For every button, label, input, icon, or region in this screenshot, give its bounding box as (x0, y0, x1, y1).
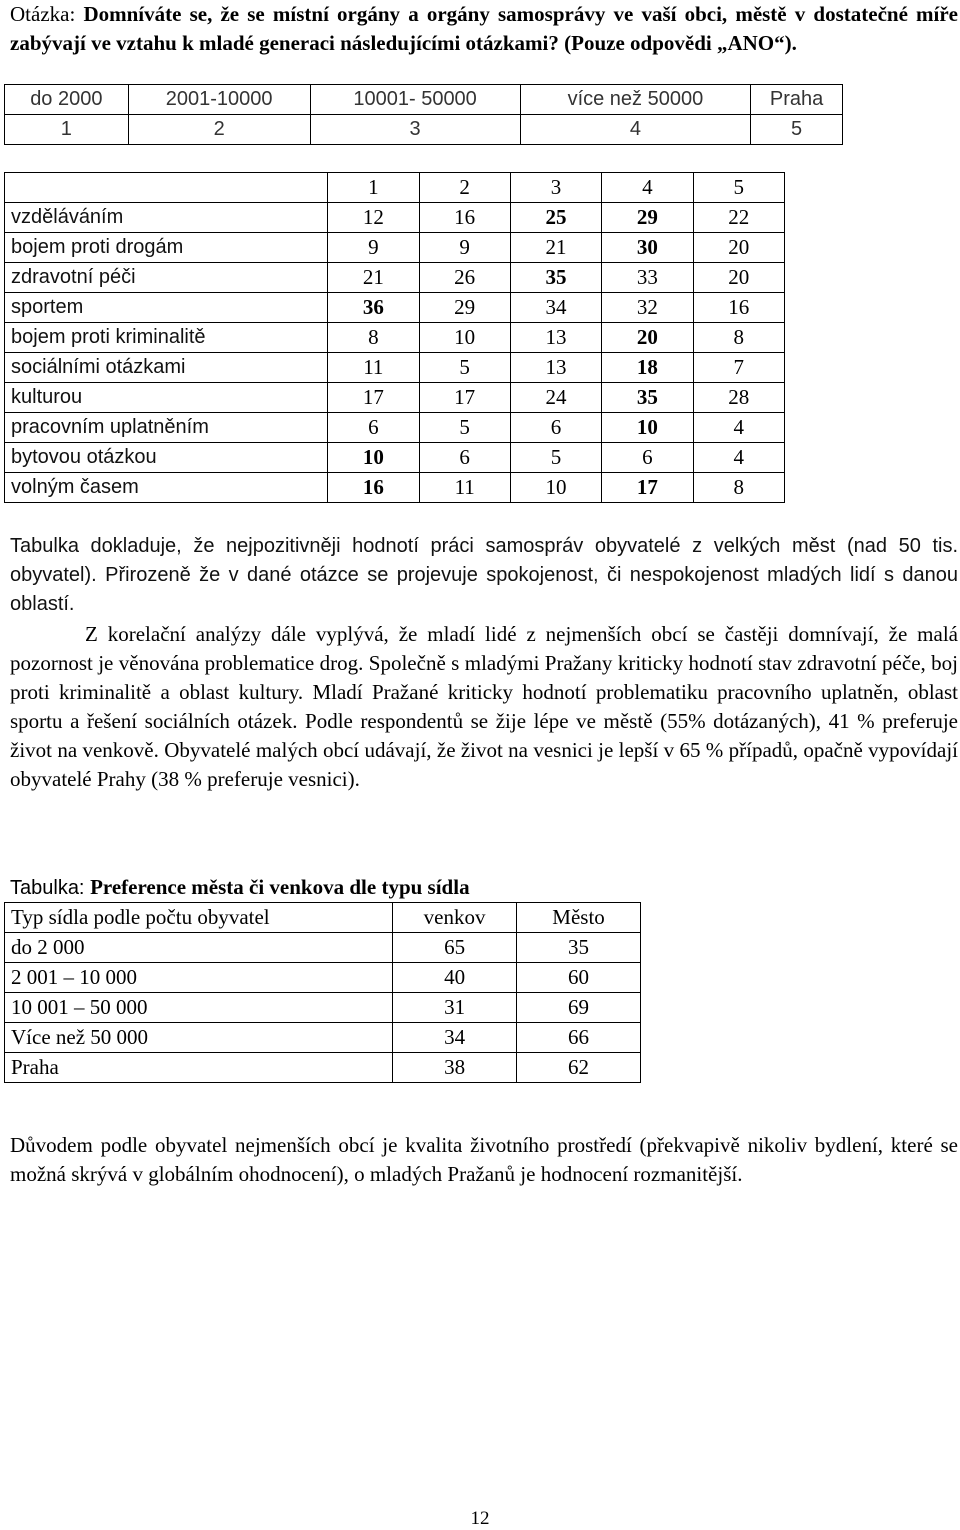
value-cell: 60 (517, 963, 641, 993)
value-cell: 20 (602, 323, 693, 353)
value-cell: 6 (602, 443, 693, 473)
category-label: Praha (751, 85, 843, 115)
value-cell: 65 (393, 933, 517, 963)
question-text (10, 0, 958, 58)
category-number: 3 (310, 115, 520, 145)
table-header-row (5, 173, 785, 203)
row-label: zdravotní péči (5, 263, 328, 293)
table-header-row (5, 903, 641, 933)
paragraph-correlation (10, 620, 958, 794)
category-number: 5 (751, 115, 843, 145)
category-number: 2 (128, 115, 310, 145)
value-cell: 33 (602, 263, 693, 293)
category-label: 2001-10000 (128, 85, 310, 115)
value-cell: 6 (419, 443, 510, 473)
row-label: bojem proti drogám (5, 233, 328, 263)
value-cell: 13 (510, 323, 601, 353)
value-cell: 29 (602, 203, 693, 233)
header-cell: 4 (602, 173, 693, 203)
table-row (5, 473, 785, 503)
value-cell: 38 (393, 1053, 517, 1083)
row-label: pracovním uplatněním (5, 413, 328, 443)
category-number: 1 (5, 115, 129, 145)
paragraph-conclusion: Důvodem podle obyvatel nejmenších obcí je kvalita životního prostředí (překvapivě nikoliv bydlení, které se možná skrývá v globálním ohodnocení), o mladých Pražanů je hodnocení rozmanitější. (10, 1133, 958, 1186)
value-cell: 24 (510, 383, 601, 413)
table-row (5, 933, 641, 963)
value-cell: 5 (419, 353, 510, 383)
value-cell: 8 (693, 473, 784, 503)
row-label: sociálními otázkami (5, 353, 328, 383)
table-row (5, 323, 785, 353)
row-label: 10 001 – 50 000 (5, 993, 393, 1023)
paragraph-table-summary: Tabulka dokladuje, že nejpozitivněji hodnotí práci samospráv obyvatelé z velkých měst (nad 50 tis. obyvatel). Přirozeně že v dané otázce se projevuje spokojenost, či nespokojenost mladých lidí s danou oblastí. (10, 535, 958, 615)
table-row (5, 413, 785, 443)
header-cell (5, 173, 328, 203)
table-row (5, 293, 785, 323)
row-label: bojem proti kriminalitě (5, 323, 328, 353)
value-cell: 17 (419, 383, 510, 413)
value-cell: 13 (510, 353, 601, 383)
value-cell: 8 (328, 323, 419, 353)
header-cell: Město (517, 903, 641, 933)
results-table (4, 172, 785, 503)
header-cell: 5 (693, 173, 784, 203)
caption-title: Preference města či venkova dle typu sídla (90, 875, 470, 899)
value-cell: 6 (510, 413, 601, 443)
value-cell: 12 (328, 203, 419, 233)
value-cell: 20 (693, 263, 784, 293)
value-cell: 29 (419, 293, 510, 323)
value-cell: 35 (517, 933, 641, 963)
category-number: 4 (520, 115, 751, 145)
value-cell: 9 (328, 233, 419, 263)
row-label: Více než 50 000 (5, 1023, 393, 1053)
category-number-row (5, 115, 843, 145)
value-cell: 11 (328, 353, 419, 383)
value-cell: 69 (517, 993, 641, 1023)
table-row (5, 993, 641, 1023)
value-cell: 16 (419, 203, 510, 233)
preference-table-caption (10, 873, 470, 903)
value-cell: 21 (510, 233, 601, 263)
table-row (5, 1053, 641, 1083)
value-cell: 5 (419, 413, 510, 443)
value-cell: 8 (693, 323, 784, 353)
value-cell: 66 (517, 1023, 641, 1053)
value-cell: 40 (393, 963, 517, 993)
value-cell: 21 (328, 263, 419, 293)
header-cell: venkov (393, 903, 517, 933)
table-row (5, 203, 785, 233)
paragraph-correlation-text: Z korelační analýzy dále vyplývá, že mladí lidé z nejmenších obcí se častěji domnívají, že malá pozornost je věnována problematice drog. Společně s mladými Pražany kriticky hodnotí stav zdravotní péče, boj proti kriminalitě a oblast kultury. Mladí Pražané kriticky hodnotí problematiku pracovního uplatněn, oblast sportu a řešení sociálních otázek. Podle respondentů se žije lépe ve městě (55% dotázaných), 41 % preferuje život na venkově. Obyvatelé malých obcí udávají, že život na vesnici je lepší v 65 % případů, opačně vypovídají obyvatelé Prahy (38 % preferuje vesnici). (10, 622, 958, 791)
value-cell: 16 (328, 473, 419, 503)
value-cell: 26 (419, 263, 510, 293)
row-label: Praha (5, 1053, 393, 1083)
caption-prefix: Tabulka: (10, 877, 91, 899)
table-row (5, 233, 785, 263)
row-label: do 2 000 (5, 933, 393, 963)
table-row (5, 263, 785, 293)
value-cell: 18 (602, 353, 693, 383)
value-cell: 22 (693, 203, 784, 233)
row-label: kulturou (5, 383, 328, 413)
value-cell: 9 (419, 233, 510, 263)
value-cell: 30 (602, 233, 693, 263)
value-cell: 34 (510, 293, 601, 323)
page-number: 12 (470, 1508, 490, 1529)
category-label: do 2000 (5, 85, 129, 115)
table-row (5, 963, 641, 993)
table-row (5, 1023, 641, 1053)
question-body: Domníváte se, že se místní orgány a orgány samosprávy ve vaší obci, městě v dostatečné míře zabývají ve vztahu k mladé generaci následujícími otázkami? (Pouze odpovědi „ANO“). (10, 2, 959, 55)
value-cell: 28 (693, 383, 784, 413)
question-prefix: Otázka: (10, 2, 84, 26)
value-cell: 35 (510, 263, 601, 293)
value-cell: 4 (693, 443, 784, 473)
row-label: bytovou otázkou (5, 443, 328, 473)
value-cell: 17 (602, 473, 693, 503)
row-label: vzděláváním (5, 203, 328, 233)
value-cell: 10 (328, 443, 419, 473)
table-row (5, 443, 785, 473)
value-cell: 10 (510, 473, 601, 503)
row-label: sportem (5, 293, 328, 323)
value-cell: 35 (602, 383, 693, 413)
value-cell: 62 (517, 1053, 641, 1083)
category-label-row (5, 85, 843, 115)
value-cell: 7 (693, 353, 784, 383)
value-cell: 6 (328, 413, 419, 443)
value-cell: 32 (602, 293, 693, 323)
header-cell: Typ sídla podle počtu obyvatel (5, 903, 393, 933)
value-cell: 4 (693, 413, 784, 443)
value-cell: 36 (328, 293, 419, 323)
category-table (4, 84, 843, 145)
header-cell: 1 (328, 173, 419, 203)
table-row (5, 383, 785, 413)
value-cell: 34 (393, 1023, 517, 1053)
category-label: 10001- 50000 (310, 85, 520, 115)
header-cell: 3 (510, 173, 601, 203)
table-row (5, 353, 785, 383)
category-label: více než 50000 (520, 85, 751, 115)
value-cell: 11 (419, 473, 510, 503)
value-cell: 16 (693, 293, 784, 323)
preference-table (4, 902, 641, 1083)
value-cell: 31 (393, 993, 517, 1023)
value-cell: 10 (602, 413, 693, 443)
row-label: 2 001 – 10 000 (5, 963, 393, 993)
value-cell: 17 (328, 383, 419, 413)
row-label: volným časem (5, 473, 328, 503)
value-cell: 20 (693, 233, 784, 263)
value-cell: 10 (419, 323, 510, 353)
header-cell: 2 (419, 173, 510, 203)
value-cell: 25 (510, 203, 601, 233)
value-cell: 5 (510, 443, 601, 473)
